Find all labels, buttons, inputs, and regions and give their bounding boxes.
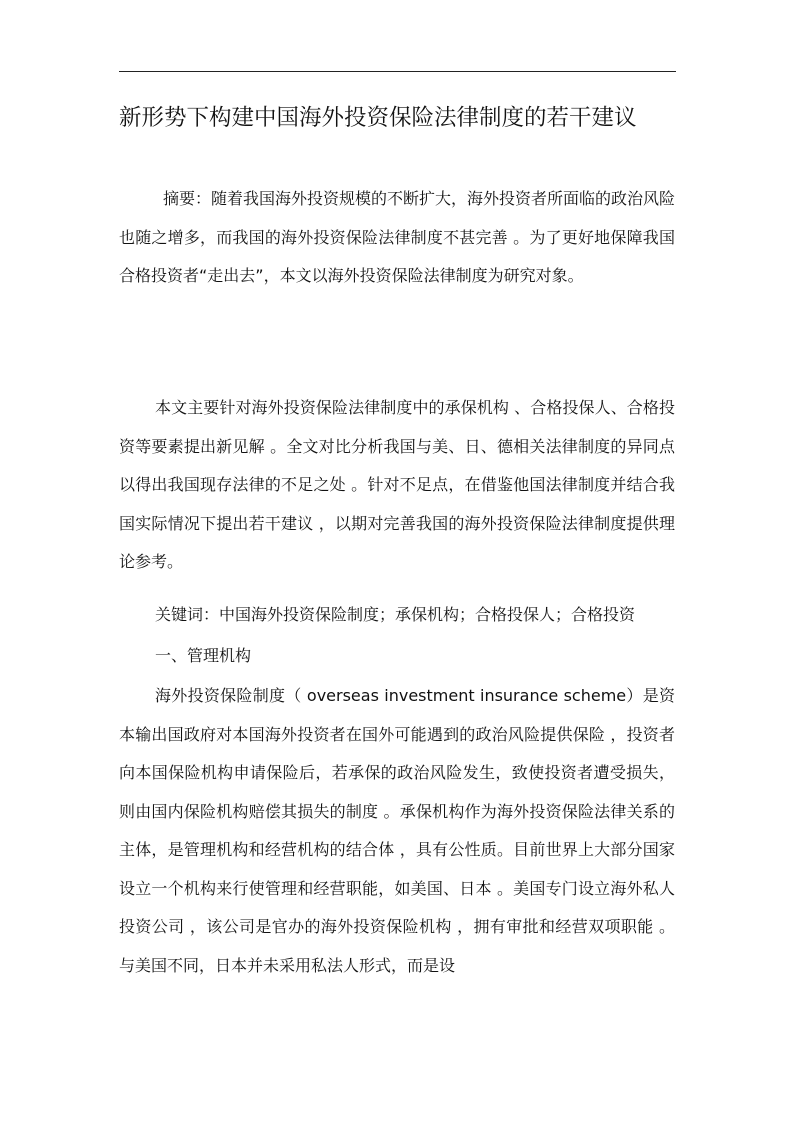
body-paragraph-2: 海外投资保险制度（ overseas investment insurance scheme）是资本输出国政府对本国海外投资者在国外可能遇到的政治风险提供保险 ，投资者向本国保险机构申请保险后，若承保的政治风险发生，致使投资者遭受损失，则由国内保险机构赔偿其损失的制度 。承保机构作为海外投资保险法律关系的主体，是管理机构和经营机构的结合体 ，具有公性质。目前世界上大部分国家设立一个机构来行使管理和经营职能，如美国、日本 。美国专门设立海外私人投资公司 ，该公司是官办的海外投资保险机构 ，拥有审批和经营双项职能 。与美国不同，日本并未采用私法人形式，而是设 (119, 686, 675, 975)
section-heading: 一、管理机构 (155, 646, 252, 665)
abstract-paragraph: 摘要：随着我国海外投资规模的不断扩大，海外投资者所面临的政治风险也随之增多，而我国的海外投资保险法律制度不甚完善 。为了更好地保障我国合格投资者“走出去”，本文以海外投资保险法律制度为研究对象。 (119, 189, 676, 285)
keywords-line: 关键词：中国海外投资保险制度；承保机构；合格投保人；合格投资 (155, 605, 636, 624)
body-paragraph-1: 本文主要针对海外投资保险法律制度中的承保机构 、合格投保人、合格投资等要素提出新见解 。全文对比分析我国与美、日、德相关法律制度的异同点以得出我国现存法律的不足之处 。针对不足点，在借鉴他国法律制度并结合我国实际情况下提出若干建议 ，以期对完善我国的海外投资保险法律制度提供理论参考。 (119, 398, 675, 571)
document-title: 新形势下构建中国海外投资保险法律制度的若干建议 (119, 105, 637, 131)
header-rule (119, 71, 676, 72)
